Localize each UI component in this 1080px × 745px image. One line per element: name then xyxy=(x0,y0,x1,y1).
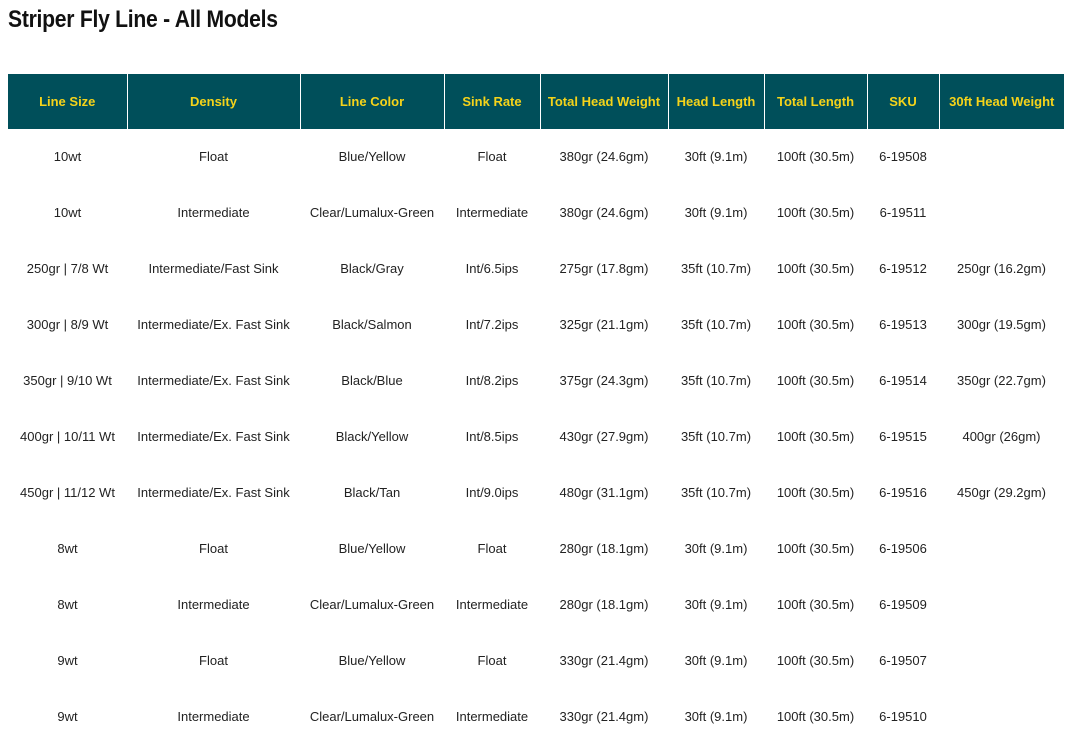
cell-line-color: Black/Yellow xyxy=(335,429,409,444)
cell-line-size: 9wt xyxy=(57,653,78,668)
table-row xyxy=(8,409,1064,465)
cell-density: Intermediate/Ex. Fast Sink xyxy=(137,317,290,332)
table-body xyxy=(8,129,1064,745)
column-header-total-length: Total Length xyxy=(764,74,867,129)
cell-total-length: 100ft (30.5m) xyxy=(776,205,855,220)
cell-density: Intermediate/Ex. Fast Sink xyxy=(137,429,290,444)
cell-head-length: 35ft (10.7m) xyxy=(680,429,752,444)
cell-line-color: Clear/Lumalux-Green xyxy=(309,709,435,724)
cell-total-length: 100ft (30.5m) xyxy=(776,653,855,668)
cell-30ft-head-weight: 400gr (26gm) xyxy=(962,429,1041,444)
cell-total-head-weight: 280gr (18.1gm) xyxy=(559,541,649,556)
cell-density: Float xyxy=(199,541,228,556)
column-header-sku: SKU xyxy=(867,74,939,129)
cell-total-length: 100ft (30.5m) xyxy=(776,485,855,500)
cell-density: Intermediate/Fast Sink xyxy=(148,261,279,276)
cell-sink-rate: Intermediate xyxy=(455,709,529,724)
cell-sku: 6-19506 xyxy=(879,541,927,556)
cell-total-length: 100ft (30.5m) xyxy=(776,373,855,388)
cell-line-color: Blue/Yellow xyxy=(338,653,406,668)
cell-head-length: 30ft (9.1m) xyxy=(684,541,748,556)
cell-30ft-head-weight: 350gr (22.7gm) xyxy=(957,373,1046,388)
cell-total-head-weight: 380gr (24.6gm) xyxy=(559,205,649,220)
cell-density: Float xyxy=(199,149,228,164)
cell-total-head-weight: 275gr (17.8gm) xyxy=(559,261,649,276)
table-row xyxy=(8,633,1064,689)
cell-30ft-head-weight xyxy=(939,633,1064,689)
cell-head-length: 35ft (10.7m) xyxy=(680,373,752,388)
fly-line-models-table xyxy=(8,74,1064,745)
cell-total-head-weight: 375gr (24.3gm) xyxy=(559,373,649,388)
cell-head-length: 30ft (9.1m) xyxy=(684,597,748,612)
cell-line-color: Black/Blue xyxy=(341,373,403,388)
table-row xyxy=(8,297,1064,353)
cell-total-head-weight: 280gr (18.1gm) xyxy=(559,597,649,612)
cell-total-length: 100ft (30.5m) xyxy=(776,149,855,164)
table-row xyxy=(8,521,1064,577)
cell-sink-rate: Intermediate xyxy=(455,597,529,612)
cell-line-size: 450gr | 11/12 Wt xyxy=(20,485,115,500)
column-header-total-head-weight: Total Head Weight xyxy=(540,74,668,129)
cell-line-size: 10wt xyxy=(53,149,82,164)
cell-line-size: 400gr | 10/11 Wt xyxy=(20,429,115,444)
cell-head-length: 35ft (10.7m) xyxy=(680,485,752,500)
cell-sku: 6-19507 xyxy=(879,653,927,668)
cell-sku: 6-19508 xyxy=(879,149,927,164)
cell-30ft-head-weight xyxy=(939,689,1064,745)
cell-total-length: 100ft (30.5m) xyxy=(776,709,855,724)
cell-head-length: 30ft (9.1m) xyxy=(684,205,748,220)
cell-total-length: 100ft (30.5m) xyxy=(776,261,855,276)
cell-sku: 6-19514 xyxy=(879,373,927,388)
cell-30ft-head-weight xyxy=(939,577,1064,633)
cell-30ft-head-weight xyxy=(939,521,1064,577)
cell-head-length: 30ft (9.1m) xyxy=(684,149,748,164)
column-header-head-length: Head Length xyxy=(668,74,764,129)
cell-line-color: Black/Gray xyxy=(340,261,404,276)
cell-line-size: 9wt xyxy=(57,709,78,724)
cell-line-size: 250gr | 7/8 Wt xyxy=(26,261,109,276)
cell-line-color: Blue/Yellow xyxy=(338,149,406,164)
cell-30ft-head-weight: 450gr (29.2gm) xyxy=(957,485,1046,500)
cell-30ft-head-weight: 300gr (19.5gm) xyxy=(957,317,1046,332)
column-header-line-color: Line Color xyxy=(300,74,444,129)
cell-line-color: Black/Salmon xyxy=(332,317,412,332)
column-header-line-size: Line Size xyxy=(8,74,127,129)
cell-head-length: 35ft (10.7m) xyxy=(680,317,752,332)
cell-density: Intermediate xyxy=(177,205,250,220)
cell-density: Float xyxy=(199,653,228,668)
cell-sink-rate: Float xyxy=(477,149,507,164)
cell-total-head-weight: 380gr (24.6gm) xyxy=(559,149,649,164)
cell-line-size: 350gr | 9/10 Wt xyxy=(23,373,112,388)
cell-total-head-weight: 430gr (27.9gm) xyxy=(559,429,649,444)
cell-total-length: 100ft (30.5m) xyxy=(776,317,855,332)
cell-sku: 6-19509 xyxy=(879,597,927,612)
table-row xyxy=(8,353,1064,409)
cell-sink-rate: Intermediate xyxy=(455,205,529,220)
table-row xyxy=(8,129,1064,185)
table-row xyxy=(8,241,1064,297)
cell-line-color: Clear/Lumalux-Green xyxy=(309,597,435,612)
cell-total-head-weight: 325gr (21.1gm) xyxy=(559,317,649,332)
cell-sink-rate: Int/8.2ips xyxy=(465,373,519,388)
table-row xyxy=(8,185,1064,241)
cell-total-length: 100ft (30.5m) xyxy=(776,541,855,556)
cell-sku: 6-19516 xyxy=(879,485,927,500)
cell-line-size: 8wt xyxy=(57,541,78,556)
column-header-sink-rate: Sink Rate xyxy=(444,74,540,129)
cell-sku: 6-19511 xyxy=(879,205,927,220)
cell-total-length: 100ft (30.5m) xyxy=(776,429,855,444)
cell-line-size: 10wt xyxy=(53,205,82,220)
cell-sink-rate: Int/8.5ips xyxy=(465,429,519,444)
cell-density: Intermediate xyxy=(177,709,250,724)
cell-sku: 6-19512 xyxy=(879,261,927,276)
cell-sink-rate: Int/9.0ips xyxy=(465,485,519,500)
cell-head-length: 30ft (9.1m) xyxy=(684,653,748,668)
cell-sku: 6-19515 xyxy=(879,429,927,444)
cell-total-head-weight: 480gr (31.1gm) xyxy=(559,485,649,500)
cell-head-length: 35ft (10.7m) xyxy=(680,261,752,276)
table-header-row xyxy=(8,74,1064,129)
cell-line-size: 8wt xyxy=(57,597,78,612)
cell-30ft-head-weight xyxy=(939,185,1064,241)
cell-line-color: Clear/Lumalux-Green xyxy=(309,205,435,220)
cell-density: Intermediate xyxy=(177,597,250,612)
cell-sink-rate: Float xyxy=(477,541,507,556)
cell-density: Intermediate/Ex. Fast Sink xyxy=(137,485,290,500)
cell-line-color: Black/Tan xyxy=(343,485,401,500)
cell-sink-rate: Int/7.2ips xyxy=(465,317,519,332)
cell-head-length: 30ft (9.1m) xyxy=(684,709,748,724)
page-title: Striper Fly Line - All Models xyxy=(8,6,278,33)
cell-total-length: 100ft (30.5m) xyxy=(776,597,855,612)
cell-sku: 6-19510 xyxy=(879,709,927,724)
column-header-30ft-head-weight: 30ft Head Weight xyxy=(939,74,1064,129)
cell-30ft-head-weight: 250gr (16.2gm) xyxy=(957,261,1046,276)
column-header-density: Density xyxy=(127,74,300,129)
cell-line-size: 300gr | 8/9 Wt xyxy=(26,317,109,332)
table-row xyxy=(8,577,1064,633)
table-row xyxy=(8,689,1064,745)
cell-sink-rate: Int/6.5ips xyxy=(465,261,519,276)
cell-sku: 6-19513 xyxy=(879,317,927,332)
table-row xyxy=(8,465,1064,521)
cell-total-head-weight: 330gr (21.4gm) xyxy=(559,653,649,668)
cell-30ft-head-weight xyxy=(939,129,1064,185)
cell-line-color: Blue/Yellow xyxy=(338,541,406,556)
cell-sink-rate: Float xyxy=(477,653,507,668)
cell-density: Intermediate/Ex. Fast Sink xyxy=(137,373,290,388)
cell-total-head-weight: 330gr (21.4gm) xyxy=(559,709,649,724)
